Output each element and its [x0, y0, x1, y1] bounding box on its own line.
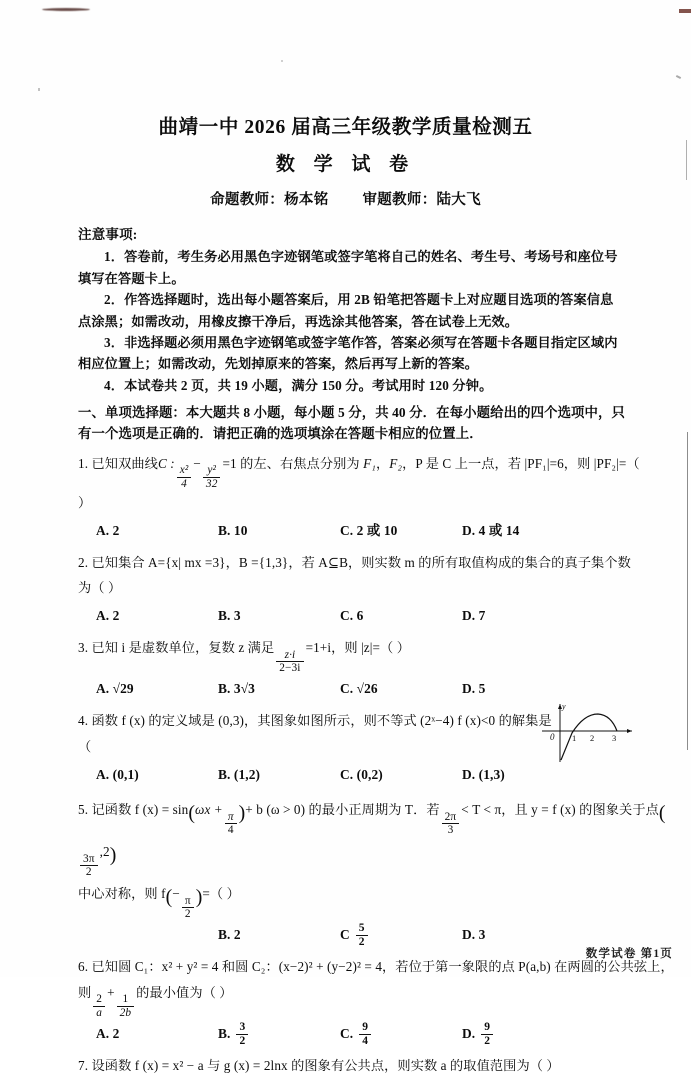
- stem-text: =（ ）: [202, 886, 240, 902]
- notice-item: 3．非选择题必须用黑色字迹钢笔或签字笔作答，答案必须写在答题卡各题目指定区域内相应位置上；如需改动，先划掉原来的答案，然后再写上新的答案。: [78, 334, 618, 372]
- option-c[interactable]: C $\frac{5}{2}$: [340, 922, 462, 948]
- option-d[interactable]: D. 5: [462, 681, 486, 697]
- fraction-x2-over-4: $\frac{\text{x²}}{4}$: [177, 464, 192, 490]
- option-c[interactable]: C. √26: [340, 681, 378, 697]
- svg-text:2: 2: [590, 733, 595, 744]
- page-footer: 数学试卷 第1页: [585, 948, 673, 960]
- option-b[interactable]: B. 3√3: [218, 681, 255, 697]
- option-a[interactable]: A. √29: [96, 681, 134, 697]
- svg-text:1: 1: [572, 733, 577, 744]
- fraction-pi-over-4: $\frac{\pi}{4}$: [225, 811, 237, 837]
- stem-text: 则: [78, 985, 92, 1001]
- question-number: 6.: [78, 959, 89, 975]
- option-d[interactable]: D. $\frac{9}{2}$: [462, 1021, 584, 1047]
- fraction-9-over-2: $\frac{9}{2}$: [481, 1021, 493, 1047]
- option-c[interactable]: C. 2 或 10: [340, 522, 398, 538]
- notice-item: 1．答卷前，考生务必用黑色字迹钢笔或签字笔将自己的姓名、考生号、考场号和座位号填写在答题卡上。: [78, 249, 618, 286]
- scan-speck-left: [38, 88, 40, 91]
- question-7-stem: [78, 1053, 644, 1079]
- question-4: [78, 702, 644, 788]
- scan-artifact-top-left: [42, 8, 90, 11]
- option-c[interactable]: C. (0,2): [340, 766, 383, 782]
- question-4-stem: [78, 708, 558, 759]
- question-number: 4.: [78, 713, 89, 729]
- stem-text: 函数 f (x) 的定义域是 (0,3)，其图象如图所示，则不等式 (2ˣ−4) f (x)<0 的解集是（: [78, 713, 552, 755]
- focus-f2: F₂: [389, 455, 403, 471]
- option-d[interactable]: D. (1,3): [462, 766, 505, 782]
- notice-heading: 注意事项:: [78, 227, 138, 243]
- question-3: [78, 635, 644, 702]
- option-a[interactable]: A. 2: [96, 608, 120, 624]
- stem-text: P 是 C 上一点，若 |PF₁|=6，则 |PF₂|=（ ）: [78, 455, 640, 510]
- authors-line: [0, 188, 691, 209]
- reviewer-name: 陆大飞: [436, 192, 481, 209]
- scan-artifact-top-right: [679, 9, 691, 13]
- reviewer-label: 审题教师：: [362, 192, 437, 209]
- option-b[interactable]: B. $\frac{3}{2}$: [218, 1021, 340, 1047]
- stem-text: + b (ω > 0) 的最小正周期为 T．若: [245, 802, 440, 818]
- option-b[interactable]: B. 2: [218, 927, 241, 943]
- question-2-options: [96, 603, 644, 629]
- stem-text: 记函数 f (x) = sin: [91, 802, 189, 818]
- option-a[interactable]: A. 2: [96, 1026, 120, 1041]
- plus-sign: +: [107, 985, 115, 1001]
- option-c[interactable]: C. $\frac{9}{4}$: [340, 1021, 462, 1047]
- fraction-5-over-2: $\frac{5}{2}$: [356, 922, 368, 948]
- svg-text:0: 0: [550, 732, 555, 743]
- option-a[interactable]: A. (0,1): [96, 766, 139, 782]
- question-5-options: [96, 922, 644, 948]
- option-a[interactable]: [96, 922, 218, 948]
- stem-text: 设函数 f (x) = x² − a 与 g (x) = 2lnx 的图象有公共点，则实数 a 的取值范围为（ ）: [91, 1058, 560, 1074]
- question-2-stem: [78, 550, 644, 601]
- notice-item: 4．本试卷共 2 页，共 19 小题，满分 150 分。考试用时 120 分钟。: [104, 377, 493, 393]
- page-edge-mark: [686, 140, 687, 180]
- point-x-coordinate: $\frac{3\pi}{2}$: [80, 853, 98, 879]
- option-a[interactable]: A. 2: [96, 522, 120, 538]
- option-d[interactable]: D. 3: [462, 927, 486, 943]
- omega-term: ωx +: [195, 802, 223, 818]
- fraction-2pi-over-3: $\frac{2\pi}{3}$: [442, 811, 460, 837]
- option-d[interactable]: D. 7: [462, 608, 486, 624]
- stem-text: < T < π，且 y = f (x) 的图象关于点: [461, 802, 659, 818]
- fraction-1-over-2b: $\frac{1}{2b}$: [117, 993, 135, 1019]
- question-1-stem: 1. 已知双曲线C : $\frac{\text{x²}}{4}$ − $\frac{\text{y²}}{32}$ =1 的左、右焦点分别为 F₁，F₂，P 是 C 上一点，若 |PF₁|=6，则 |PF₂|=（ ）: [78, 455, 640, 510]
- question-number: 7.: [78, 1058, 89, 1074]
- svg-text:3: 3: [612, 733, 617, 744]
- question-6-stem-line2: [78, 980, 644, 1019]
- scan-speck-center: [281, 60, 283, 62]
- focus-f1: F₁: [363, 455, 376, 471]
- stem-text: 已知双曲线: [91, 455, 158, 471]
- question-3-options: [96, 676, 644, 702]
- question-5-stem-line2: 中心对称，则 f(− $\frac{\pi}{2}$ )=（ ）: [78, 886, 240, 920]
- stem-text: 的最小值为（ ）: [136, 985, 233, 1001]
- question-5: [78, 794, 666, 948]
- page-title: 曲靖一中 2026 届高三年级教学质量检测五: [158, 117, 533, 138]
- question-number: 2.: [78, 554, 89, 570]
- fraction-2-over-a: $\frac{2}{a}$: [93, 993, 105, 1019]
- option-b[interactable]: B. (1,2): [218, 766, 261, 782]
- stem-text: =1 的左、右焦点分别为: [222, 455, 360, 471]
- svg-text:y: y: [562, 702, 566, 712]
- question-number: 5.: [78, 802, 89, 818]
- question-number: 3.: [78, 640, 89, 656]
- option-b[interactable]: B. 3: [218, 608, 241, 624]
- stem-text: 已知集合 A={x| mx =3}，B ={1,3}，若 A⊆B，则实数 m 的所有取值构成的集合的真子集个数为（ ）: [78, 554, 631, 596]
- question-7: [78, 1053, 644, 1079]
- stem-text: 中心对称，则 f: [78, 886, 166, 902]
- author-label: 命题教师：: [210, 192, 285, 209]
- question-2: [78, 550, 644, 630]
- question-5-stem-line1: 5. 记函数 f (x) = sin(ωx + $\frac{\pi}{4}$ )+ b (ω > 0) 的最小正周期为 T．若 $\frac{2\pi}{3}$ < T < π，且 y = f (x) 的图象关于点( $\frac{3\pi}{2}$ ,2): [78, 802, 666, 878]
- question-1-options: [96, 518, 644, 544]
- section-heading-one: 一、单项选择题：本大题共 8 小题，每小题 5 分，共 40 分．在每小题给出的四个选项中，只有一个选项是正确的．请把正确的选项填涂在答题卡相应的位置上．: [78, 405, 626, 442]
- author-name: 杨本铭: [284, 192, 329, 209]
- option-b[interactable]: B. 10: [218, 522, 248, 538]
- fraction-3-over-2: $\frac{3}{2}$: [236, 1021, 248, 1047]
- fraction-pi-over-2: $\frac{\pi}{2}$: [182, 895, 194, 921]
- question-number: 1.: [78, 455, 89, 471]
- fraction-9-over-4: $\frac{9}{4}$: [359, 1021, 371, 1047]
- fraction-y2-over-32: $\frac{\text{y²}}{32}$: [203, 464, 221, 490]
- question-6-options: [96, 1021, 644, 1047]
- fraction-zi-over-2minus3i: $\frac{z\cdot i}{2-3i}$: [276, 649, 303, 675]
- function-graph-icon: [532, 700, 636, 766]
- option-d[interactable]: D. 4 或 14: [462, 522, 520, 538]
- question-1: [78, 451, 644, 544]
- page-subtitle: 数 学 试 卷: [275, 154, 416, 176]
- stem-text: =1+i，则 |z|=（ ）: [305, 640, 411, 656]
- notice-item: 2．作答选择题时，选出每小题答案后，用 2B 铅笔把答题卡上对应题目选项的答案信息点涂黑；如需改动，用橡皮擦干净后，再选涂其他答案，答在试卷上无效。: [78, 292, 614, 329]
- stem-text: 已知 i 是虚数单位，复数 z 满足: [91, 640, 275, 656]
- question-3-stem: [78, 635, 644, 674]
- point-y-coordinate: 2: [103, 844, 110, 860]
- curve-label: C :: [157, 455, 175, 471]
- option-c[interactable]: C. 6: [340, 608, 364, 624]
- stem-text: 已知圆 C₁：x² + y² = 4 和圆 C₂：(x−2)² + (y−2)² = 4，若位于第一象限的点 P(a,b) 在两圆的公共弦上，: [91, 959, 674, 975]
